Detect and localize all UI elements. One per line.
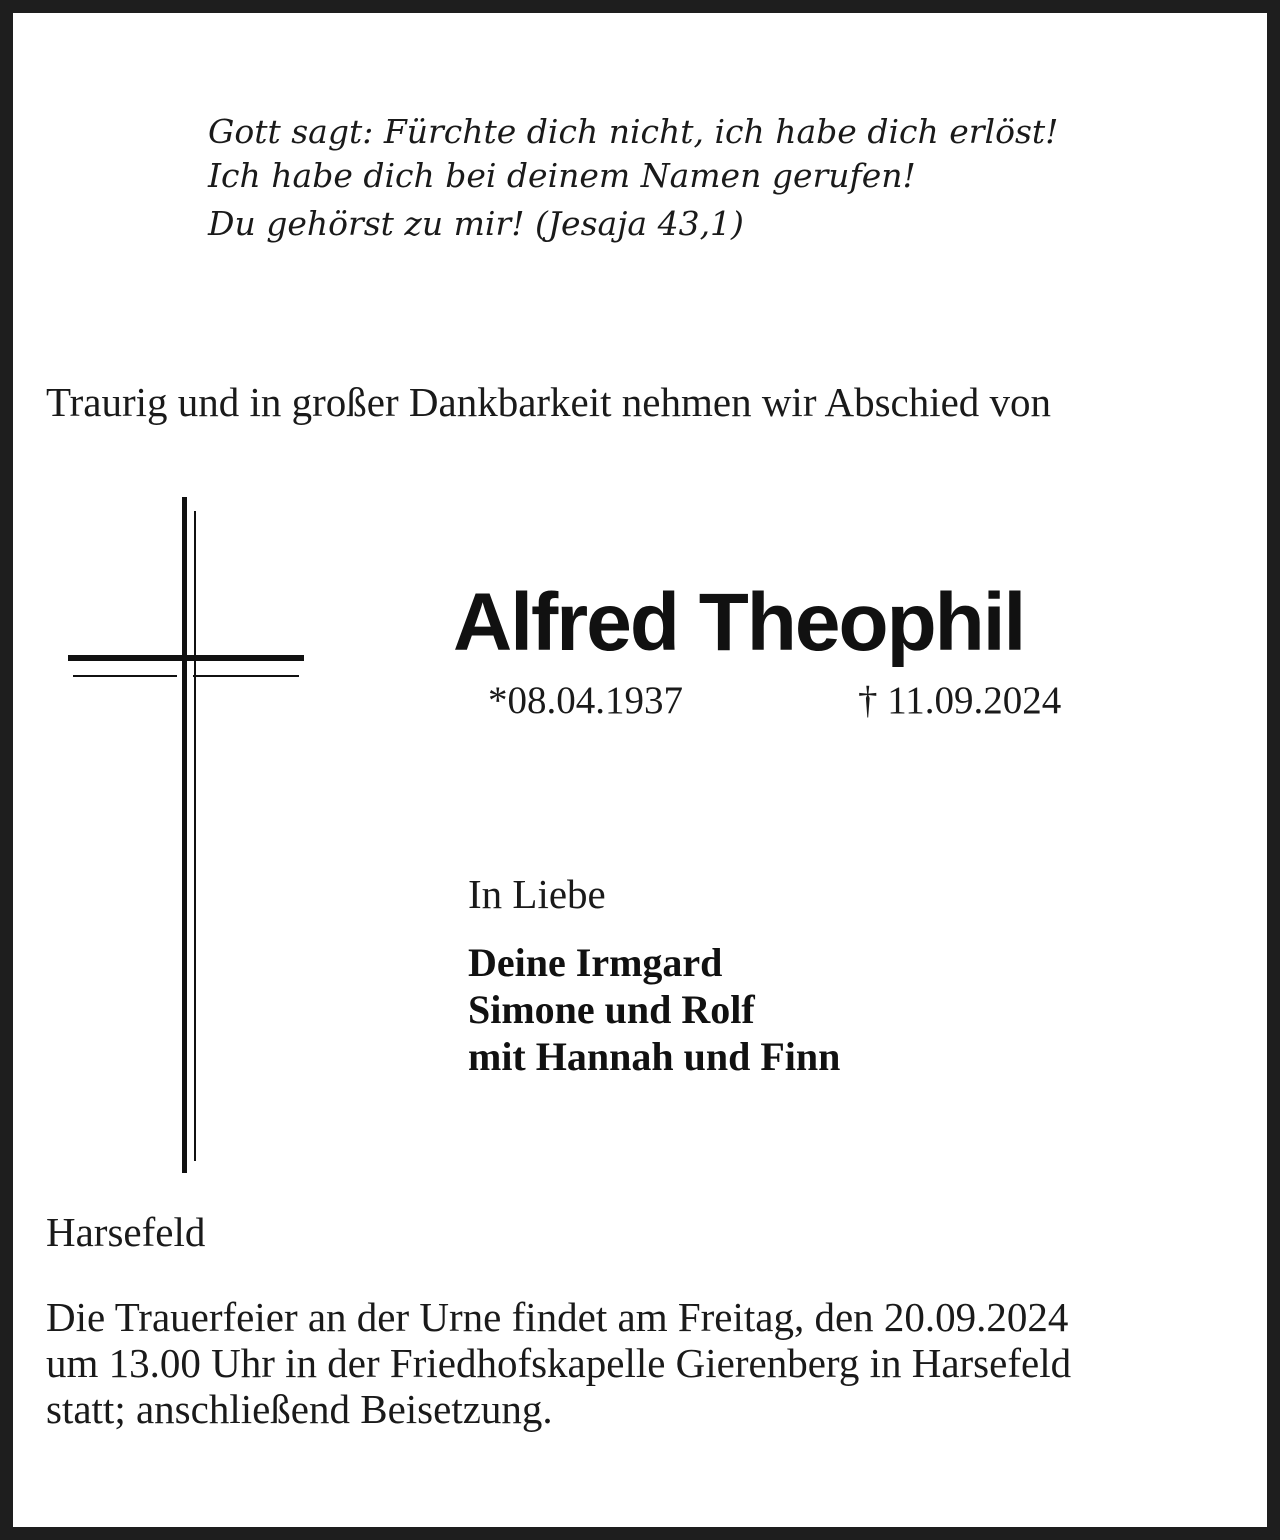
- mourner-line: Deine Irmgard: [468, 940, 723, 985]
- birth-date: *08.04.1937: [488, 679, 683, 722]
- service-line-2: um 13.00 Uhr in der Friedhofskapelle Gierenberg in Harsefeld: [46, 1340, 1072, 1386]
- service-line-3: statt; anschließend Beisetzung.: [46, 1386, 553, 1432]
- cross-icon: [63, 483, 323, 1173]
- verse-line-3: Du gehörst zu mir! (Jesaja 43,1): [208, 204, 744, 243]
- place-name: Harsefeld: [46, 1209, 206, 1255]
- mourner-line: mit Hannah und Finn: [468, 1034, 841, 1079]
- death-date: † 11.09.2024: [858, 679, 1062, 722]
- mourners-greeting: In Liebe: [468, 871, 606, 917]
- mourner-line: Simone und Rolf: [468, 987, 755, 1032]
- mourners-list: [468, 939, 840, 1080]
- verse-line-2: Ich habe dich bei deinem Namen gerufen!: [208, 156, 916, 195]
- deceased-name: Alfred Theophil: [453, 577, 1025, 668]
- service-line-1: Die Trauerfeier an der Urne findet am Freitag, den 20.09.2024: [46, 1294, 1069, 1340]
- verse-line-1: Gott sagt: Fürchte dich nicht, ich habe dich erlöst!: [208, 112, 1059, 151]
- intro-text: Traurig und in großer Dankbarkeit nehmen wir Abschied von: [46, 379, 1052, 425]
